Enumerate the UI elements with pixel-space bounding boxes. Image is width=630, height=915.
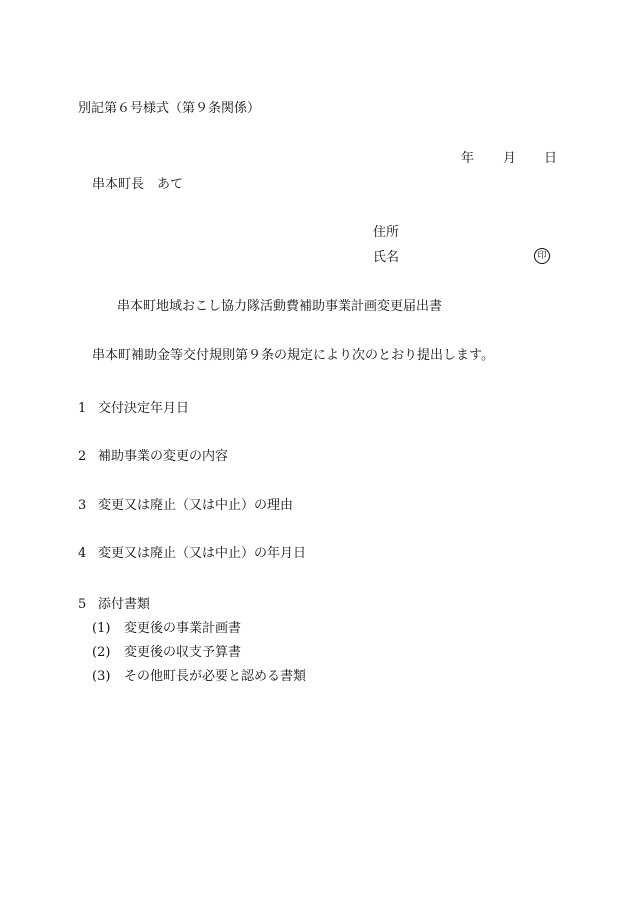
addressee: 串本町長 あて — [92, 177, 184, 192]
item-number: 1 — [78, 401, 87, 416]
attachment-number: (1) — [92, 621, 111, 636]
name-label: 氏名 — [373, 250, 400, 265]
date-day-label: 日 — [544, 151, 558, 166]
item-number: 4 — [78, 546, 87, 561]
item-number: 3 — [78, 498, 87, 513]
item-label: 交付決定年月日 — [98, 401, 190, 416]
date-month-label: 月 — [503, 151, 517, 166]
body-text: 串本町補助金等交付規則第９条の規定により次のとおり提出します。 — [92, 348, 494, 363]
item-label: 変更又は廃止（又は中止）の理由 — [98, 498, 294, 513]
address-label: 住所 — [373, 225, 400, 240]
attachment-number: (3) — [92, 669, 111, 684]
item-label: 補助事業の変更の内容 — [98, 449, 229, 464]
item-number: 2 — [78, 449, 87, 464]
date-year-label: 年 — [461, 151, 475, 166]
attachment-label: その他町長が必要と認める書類 — [124, 669, 307, 684]
item-label: 添付書類 — [98, 597, 151, 612]
attachment-label: 変更後の事業計画書 — [124, 621, 242, 636]
seal-icon: 印 — [534, 248, 550, 264]
document-title: 串本町地域おこし協力隊活動費補助事業計画変更届出書 — [117, 299, 443, 314]
form-number: 別記第６号様式（第９条関係） — [78, 101, 261, 116]
item-number: 5 — [78, 597, 87, 612]
attachment-number: (2) — [92, 645, 111, 660]
item-label: 変更又は廃止（又は中止）の年月日 — [98, 546, 307, 561]
attachment-label: 変更後の収支予算書 — [124, 645, 242, 660]
